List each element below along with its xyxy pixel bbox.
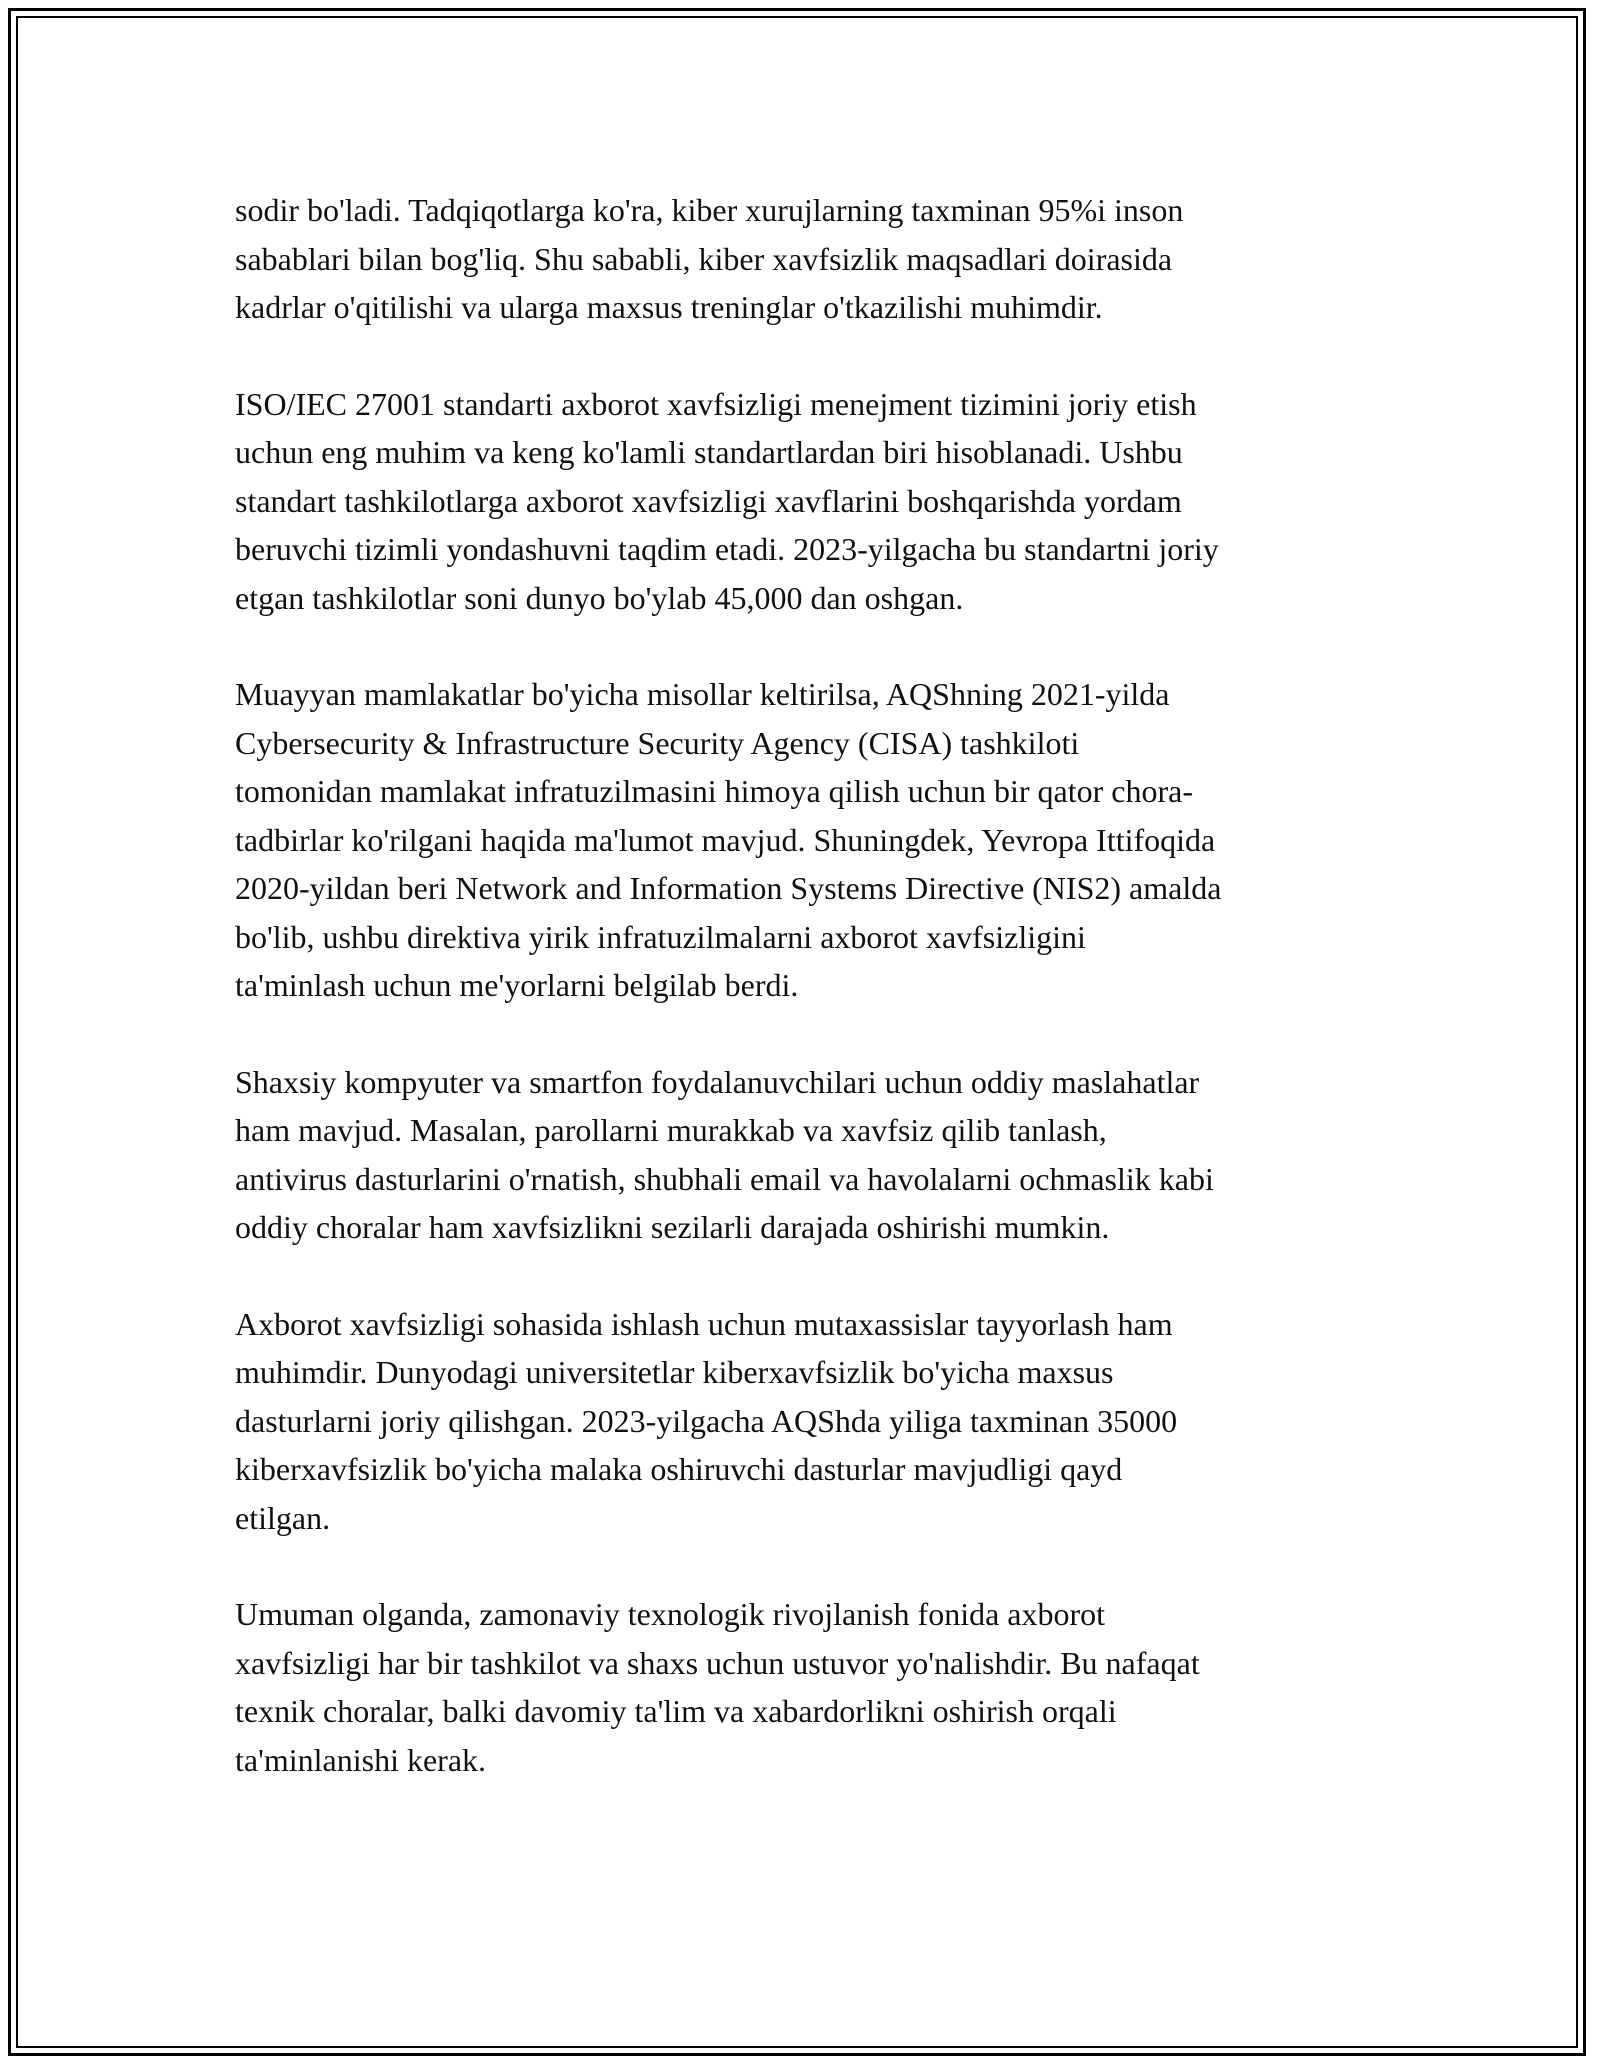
document-body [235,186,1385,1832]
paragraph-3: Muayyan mamlakatlar bo'yicha misollar keltirilsa, AQShning 2021-yilda Cybersecurity & Infrastructure Security Agency (CISA) tashkiloti tomonidan mamlakat infratuzilmasini himoya qilish uchun bir qator chora- tadbirlar ko'rilgani haqida ma'lumot mavjud. Shuningdek, Yevropa Ittifoqida 2020-yildan beri Network and Information Systems Directive (NIS2) amalda bo'lib, ushbu direktiva yirik infratuzilmalarni axborot xavfsizligini ta'minlash uchun me'yorlarni belgilab berdi. [235,676,1222,1003]
paragraph-1: sodir bo'ladi. Tadqiqotlarga ko'ra, kiber xurujlarning taxminan 95%i inson sabablari bilan bog'liq. Shu sababli, kiber xavfsizlik maqsadlari doirasida kadrlar o'qitilishi va ularga maxsus treninglar o'tkazilishi muhimdir. [235,192,1184,325]
paragraph-2: ISO/IEC 27001 standarti axborot xavfsizligi menejment tizimini joriy etish uchun eng muhim va keng ko'lamli standartlardan biri hisoblanadi. Ushbu standart tashkilotlarga axborot xavfsizligi xavflarini boshqarishda yordam beruvchi tizimli yondashuvni taqdim etadi. 2023-yilgacha bu standartni joriy etgan tashkilotlar soni dunyo bo'ylab 45,000 dan oshgan. [235,385,1219,616]
paragraph-4: Shaxsiy kompyuter va smartfon foydalanuvchilari uchun oddiy maslahatlar ham mavjud. Masalan, parollarni murakkab va xavfsiz qilib tanlash, antivirus dasturlarini o'rnatish, shubhali email va havolalarni ochmaslik kabi oddiy choralar ham xavfsizlikni sezilarli darajada oshirishi mumkin. [235,1063,1214,1245]
paragraph-5: Axborot xavfsizligi sohasida ishlash uchun mutaxassislar tayyorlash ham muhimdir. Dunyodagi universitetlar kiberxavfsizlik bo'yicha maxsus dasturlarni joriy qilishgan. 2023-yilgacha AQShda yiliga taxminan 35000 kiberxavfsizlik bo'yicha malaka oshiruvchi dasturlar mavjudligi qayd etilgan. [235,1305,1178,1536]
paragraph-6: Umuman olganda, zamonaviy texnologik rivojlanish fonida axborot xavfsizligi har bir tashkilot va shaxs uchun ustuvor yo'nalishdir. Bu nafaqat texnik choralar, balki davomiy ta'lim va xabardorlikni oshirish orqali ta'minlanishi kerak. [235,1596,1200,1778]
